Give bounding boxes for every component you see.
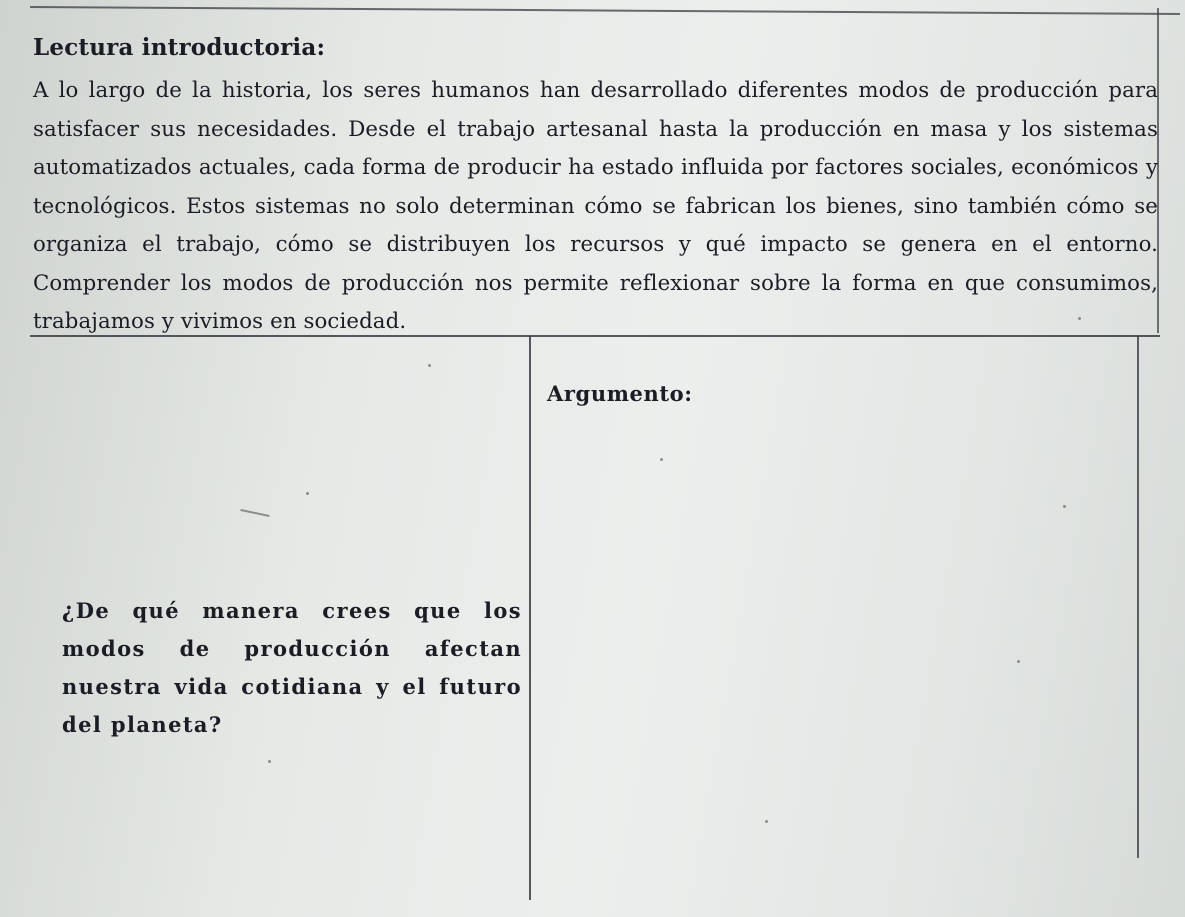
paper-speck bbox=[1078, 317, 1081, 320]
reading-paragraph: A lo largo de la historia, los seres humanos han desarrollado diferentes modos de producción para satisfacer sus necesidades. Desde el trabajo artesanal hasta la producción en masa y los sistemas automatizados actuales, cada forma de producir ha estado influida por factores sociales, económicos y tecnológicos. Estos sistemas no solo determinan cómo se fabrican los bienes, sino también cómo se organiza el trabajo, cómo se distribuyen los recursos y qué impacto se genera en el entorno. Comprender los modos de producción nos permite reflexionar sobre la forma en que consumimos, trabajamos y vivimos en sociedad. bbox=[33, 78, 1158, 334]
table-right-border bbox=[1137, 336, 1139, 858]
top-border-line bbox=[30, 6, 1180, 15]
paper-speck bbox=[306, 492, 309, 495]
paper-speck bbox=[268, 760, 271, 763]
question-text: ¿De qué manera crees que los modos de producción afectan nuestra vida cotidiana y el futuro del planeta? bbox=[62, 598, 522, 737]
paper-mark bbox=[240, 509, 270, 517]
paper-speck bbox=[660, 458, 663, 461]
paper-speck bbox=[1017, 660, 1020, 663]
paper-speck bbox=[428, 364, 431, 367]
paper-speck bbox=[1063, 505, 1066, 508]
paper-speck bbox=[765, 820, 768, 823]
argument-label: Argumento: bbox=[547, 381, 693, 406]
answer-cell[interactable] bbox=[531, 337, 1137, 857]
reading-heading: Lectura introductoria: bbox=[33, 34, 326, 61]
